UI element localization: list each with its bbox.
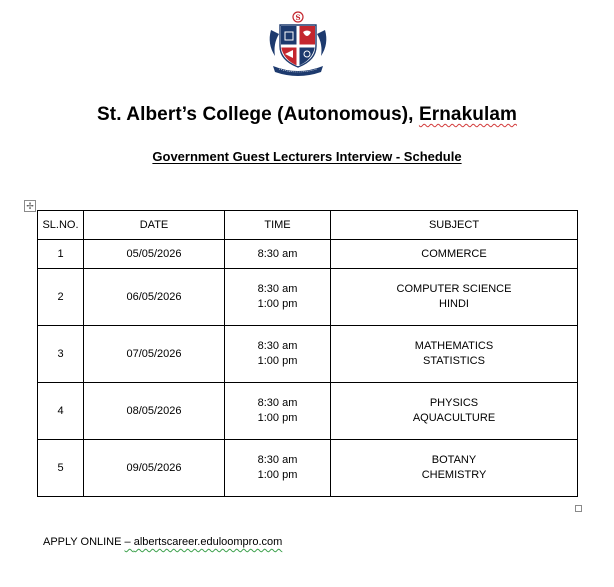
time-line: 8:30 am [257, 247, 298, 260]
col-header-subject: SUBJECT [331, 211, 578, 240]
subject-line: MATHEMATICS [414, 340, 494, 352]
apply-dash: – [124, 536, 134, 548]
move-icon[interactable]: ✢ [24, 200, 36, 212]
subject-line: STATISTICS [423, 355, 485, 367]
subject-line: COMMERCE [421, 247, 487, 260]
subject-cell [331, 326, 578, 383]
slno-cell: 3 [38, 326, 84, 383]
time-line: 8:30 am [257, 397, 298, 409]
col-header-slno: SL.NO. [38, 211, 84, 240]
subject-line: HINDI [439, 298, 469, 310]
apply-label: APPLY ONLINE [43, 536, 125, 548]
time-cell [225, 326, 331, 383]
table-row [38, 326, 578, 383]
college-title [0, 104, 614, 126]
slno-cell: 2 [38, 269, 84, 326]
time-line: 8:30 am [257, 283, 298, 295]
subject-line: CHEMISTRY [421, 469, 487, 481]
time-cell [225, 383, 331, 440]
subject-line: BOTANY [431, 454, 477, 466]
apply-online-line [43, 536, 282, 548]
college-name-main: St. Albert’s College (Autonomous), [97, 104, 419, 125]
time-cell [225, 269, 331, 326]
table-row [38, 269, 578, 326]
schedule-title: Government Guest Lecturers Interview - Schedule [152, 149, 462, 164]
subject-cell [331, 240, 578, 269]
college-crest-icon [265, 10, 331, 76]
schedule-table [37, 210, 578, 497]
table-row [38, 383, 578, 440]
subject-line: AQUACULTURE [412, 412, 496, 424]
date-cell: 09/05/2026 [84, 440, 225, 497]
time-line: 1:00 pm [257, 412, 298, 424]
slno-cell: 1 [38, 240, 84, 269]
time-cell [225, 440, 331, 497]
time-line: 8:30 am [257, 340, 298, 352]
col-header-time: TIME [225, 211, 331, 240]
subject-cell [331, 440, 578, 497]
col-header-date: DATE [84, 211, 225, 240]
date-cell: 08/05/2026 [84, 383, 225, 440]
table-row [38, 440, 578, 497]
time-line: 1:00 pm [257, 355, 298, 367]
subject-cell [331, 383, 578, 440]
time-line: 8:30 am [257, 454, 298, 466]
time-line: 1:00 pm [257, 298, 298, 310]
table-row [38, 240, 578, 269]
apply-url-link[interactable]: albertscareer.eduloompro.com [133, 536, 283, 548]
svg-text:S: S [295, 13, 301, 22]
table-header-row [38, 211, 578, 240]
slno-cell: 5 [38, 440, 84, 497]
time-line: 1:00 pm [257, 469, 298, 481]
slno-cell: 4 [38, 383, 84, 440]
resize-handle-icon[interactable] [575, 505, 582, 512]
subject-cell [331, 269, 578, 326]
date-cell: 07/05/2026 [84, 326, 225, 383]
date-cell: 05/05/2026 [84, 240, 225, 269]
subject-line: PHYSICS [429, 397, 479, 409]
subject-line: COMPUTER SCIENCE [396, 283, 512, 295]
time-cell [225, 240, 331, 269]
college-name-city: Ernakulam [418, 104, 517, 125]
date-cell: 06/05/2026 [84, 269, 225, 326]
